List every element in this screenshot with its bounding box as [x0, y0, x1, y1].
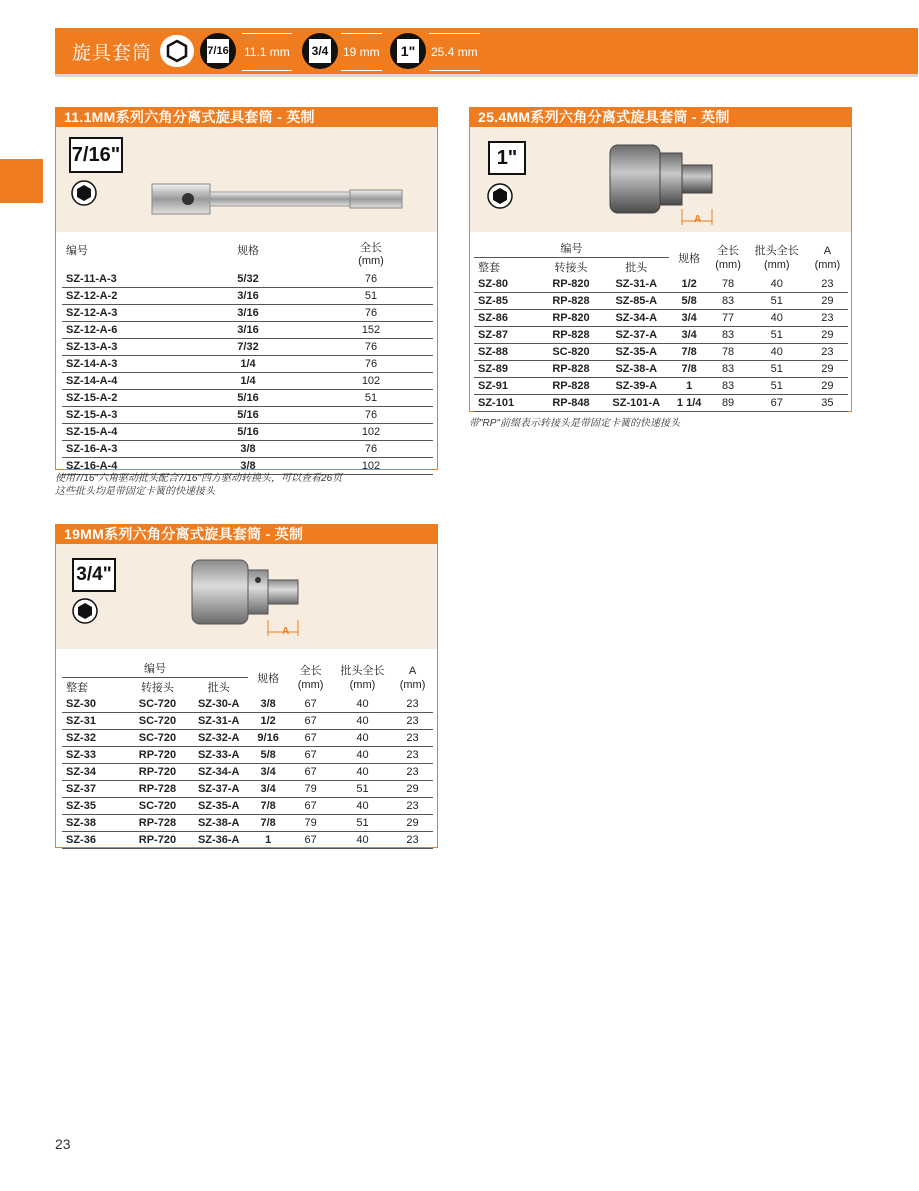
table-cell: 7/8	[669, 361, 709, 378]
table-cell: 1/4	[187, 373, 309, 390]
table-cell: SZ-36-A	[189, 832, 247, 849]
table-cell: 83	[709, 378, 746, 395]
table-cell: 3/4	[669, 327, 709, 344]
col-bit-length: 批头全长 (mm)	[340, 664, 385, 691]
hexagon-icon	[72, 598, 98, 624]
table-cell: 79	[288, 781, 333, 798]
table-cell: 40	[333, 713, 392, 730]
table-cell: 29	[807, 327, 848, 344]
table-row	[62, 713, 433, 730]
table-cell: RP-828	[538, 293, 603, 310]
table-row	[62, 764, 433, 781]
table-cell: SZ-12-A-2	[62, 288, 187, 305]
table-cell: SZ-37-A	[189, 781, 247, 798]
table-cell: 7/8	[248, 798, 288, 815]
col-bit: 批头	[625, 262, 648, 274]
table-cell: SZ-87	[474, 327, 538, 344]
table-cell: 40	[747, 310, 807, 327]
table-row	[62, 271, 433, 288]
hexagon-icon	[71, 180, 97, 206]
table-cell: SC-820	[538, 344, 603, 361]
table-cell: SZ-16-A-4	[62, 458, 187, 475]
table-cell: 3/4	[248, 781, 288, 798]
table-cell: 51	[333, 781, 392, 798]
table-cell: 40	[333, 696, 392, 713]
table-cell: SZ-38	[62, 815, 125, 832]
table-cell: SZ-16-A-3	[62, 441, 187, 458]
table-cell: 5/16	[187, 390, 309, 407]
col-adapter: 转接头	[554, 262, 588, 274]
size-label-box: 1"	[488, 141, 526, 175]
table-cell: 51	[747, 361, 807, 378]
table-cell: 29	[392, 781, 433, 798]
table-row	[62, 322, 433, 339]
dimension-11-1: 11.1 mm	[242, 33, 292, 71]
table-cell: SZ-39-A	[604, 378, 669, 395]
table-cell: RP-728	[125, 815, 189, 832]
table-cell: 40	[333, 747, 392, 764]
table-cell: 67	[288, 696, 333, 713]
table-cell: 51	[333, 815, 392, 832]
footnote-25: 带"RP"前缀表示转接头是带固定卡簧的快速接头	[469, 418, 680, 429]
dimension-a-label: A	[694, 214, 702, 225]
table-cell: 7/8	[669, 344, 709, 361]
col-spec: 规格	[257, 672, 280, 685]
table-row	[62, 288, 433, 305]
table-cell: SZ-89	[474, 361, 538, 378]
table-cell: 9/16	[248, 730, 288, 747]
table-cell: 83	[709, 293, 746, 310]
table-cell: 3/16	[187, 322, 309, 339]
table-cell: SZ-32	[62, 730, 125, 747]
product-image-area	[56, 544, 437, 649]
table-cell: 23	[392, 730, 433, 747]
col-a: A (mm)	[814, 244, 841, 271]
table-cell: 67	[288, 747, 333, 764]
table-cell: RP-728	[125, 781, 189, 798]
table-cell: 29	[807, 378, 848, 395]
table-cell: 23	[392, 696, 433, 713]
table-cell: SC-720	[125, 730, 189, 747]
table-row	[474, 344, 848, 361]
table-row	[62, 441, 433, 458]
table-cell: SZ-32-A	[189, 730, 247, 747]
col-group-code: 编号	[62, 659, 248, 678]
table-cell: 5/32	[187, 271, 309, 288]
hex-bit-extension-image	[146, 172, 406, 222]
table-cell: 29	[807, 361, 848, 378]
table-cell: 3/8	[187, 458, 309, 475]
table-cell: 67	[288, 764, 333, 781]
table-cell: 23	[392, 798, 433, 815]
table-cell: SZ-14-A-3	[62, 356, 187, 373]
table-cell: 102	[309, 373, 433, 390]
impact-socket-image	[600, 139, 730, 229]
table-row	[474, 361, 848, 378]
table-cell: SZ-13-A-3	[62, 339, 187, 356]
panel-title: 11.1MM系列六角分离式旋具套筒 - 英制	[56, 108, 437, 127]
col-spec: 规格	[678, 252, 701, 265]
table-cell: SZ-86	[474, 310, 538, 327]
table-cell: 5/16	[187, 424, 309, 441]
col-a: A (mm)	[399, 664, 426, 691]
table-cell: SZ-37	[62, 781, 125, 798]
table-cell: 5/16	[187, 407, 309, 424]
table-cell: RP-848	[538, 395, 603, 412]
table-cell: 3/8	[187, 441, 309, 458]
table-cell: 23	[392, 832, 433, 849]
product-image-area	[56, 127, 437, 232]
table-row	[62, 815, 433, 832]
table-cell: 3/16	[187, 305, 309, 322]
table-cell: 51	[309, 390, 433, 407]
table-cell: RP-828	[538, 378, 603, 395]
hexagon-icon	[165, 39, 189, 63]
table-cell: SZ-101-A	[604, 395, 669, 412]
table-cell: SZ-37-A	[604, 327, 669, 344]
col-set: 整套	[478, 262, 500, 274]
table-cell: 29	[392, 815, 433, 832]
table-cell: 76	[309, 271, 433, 288]
table-cell: 7/32	[187, 339, 309, 356]
table-cell: RP-720	[125, 832, 189, 849]
table-cell: 152	[309, 322, 433, 339]
table-cell: 67	[288, 798, 333, 815]
table-cell: 76	[309, 305, 433, 322]
table-cell: SZ-91	[474, 378, 538, 395]
table-row	[474, 276, 848, 293]
table-cell: SZ-31-A	[189, 713, 247, 730]
table-cell: 29	[807, 293, 848, 310]
col-adapter: 转接头	[140, 682, 174, 694]
table-cell: RP-820	[538, 276, 603, 293]
table-cell: 77	[709, 310, 746, 327]
table-cell: 1/2	[248, 713, 288, 730]
table-row	[62, 798, 433, 815]
table-row	[62, 832, 433, 849]
table-cell: SZ-33	[62, 747, 125, 764]
table-cell: SZ-35-A	[189, 798, 247, 815]
table-cell: 67	[288, 832, 333, 849]
spec-table-body	[62, 271, 433, 475]
table-cell: SZ-30	[62, 696, 125, 713]
spec-table-body	[474, 276, 848, 412]
table-cell: SC-720	[125, 798, 189, 815]
table-row	[62, 390, 433, 407]
table-cell: SZ-34-A	[604, 310, 669, 327]
table-cell: 40	[333, 730, 392, 747]
table-cell: RP-820	[538, 310, 603, 327]
table-cell: SC-720	[125, 713, 189, 730]
table-cell: 83	[709, 327, 746, 344]
table-row	[62, 305, 433, 322]
table-cell: SZ-15-A-3	[62, 407, 187, 424]
col-bit: 批头	[207, 682, 230, 694]
table-cell: 23	[807, 310, 848, 327]
table-row	[474, 378, 848, 395]
table-cell: 3/4	[669, 310, 709, 327]
table-cell: 67	[288, 713, 333, 730]
table-cell: SZ-88	[474, 344, 538, 361]
table-cell: SZ-30-A	[189, 696, 247, 713]
table-cell: SZ-36	[62, 832, 125, 849]
panel-25-4mm	[469, 107, 852, 412]
table-cell: 78	[709, 276, 746, 293]
size-badge-1: 1"	[390, 33, 426, 69]
spec-table	[474, 239, 848, 412]
table-cell: 40	[333, 764, 392, 781]
table-cell: 51	[309, 288, 433, 305]
table-cell: 40	[333, 832, 392, 849]
table-cell: 76	[309, 407, 433, 424]
table-cell: 40	[333, 798, 392, 815]
table-row	[62, 407, 433, 424]
footnote-11: 使用7/16"六角驱动批头配合7/16"四方驱动转换头，可以查看26页 这些批头均是带固定卡簧的快速接头	[55, 473, 343, 497]
col-set: 整套	[66, 682, 88, 694]
col-length: 全长 (mm)	[358, 242, 384, 267]
table-cell: 67	[747, 395, 807, 412]
table-row	[62, 339, 433, 356]
table-cell: RP-720	[125, 764, 189, 781]
table-cell: 40	[747, 276, 807, 293]
table-row	[474, 395, 848, 412]
table-cell: SZ-15-A-4	[62, 424, 187, 441]
table-cell: 7/8	[248, 815, 288, 832]
table-cell: 5/8	[248, 747, 288, 764]
table-cell: SZ-85	[474, 293, 538, 310]
product-image-area	[470, 127, 851, 232]
table-cell: 89	[709, 395, 746, 412]
table-cell: SZ-11-A-3	[62, 271, 187, 288]
page-number: 23	[55, 1136, 71, 1152]
table-row	[62, 424, 433, 441]
hexagon-icon	[487, 183, 513, 209]
panel-11-1mm	[55, 107, 438, 470]
table-cell: 79	[288, 815, 333, 832]
table-cell: RP-828	[538, 327, 603, 344]
table-cell: SZ-35	[62, 798, 125, 815]
dimension-a-label: A	[282, 626, 290, 637]
table-cell: 40	[747, 344, 807, 361]
table-row	[62, 696, 433, 713]
table-cell: RP-720	[125, 747, 189, 764]
table-cell: SZ-33-A	[189, 747, 247, 764]
table-cell: SZ-34	[62, 764, 125, 781]
table-row	[474, 327, 848, 344]
table-cell: SZ-12-A-6	[62, 322, 187, 339]
table-cell: 51	[747, 293, 807, 310]
table-row	[62, 373, 433, 390]
table-cell: 3/4	[248, 764, 288, 781]
table-cell: 102	[309, 458, 433, 475]
col-code: 编号	[66, 245, 88, 257]
table-cell: SZ-31	[62, 713, 125, 730]
table-cell: 1/2	[669, 276, 709, 293]
dimension-19: 19 mm	[341, 33, 382, 71]
table-cell: 102	[309, 424, 433, 441]
impact-socket-image	[186, 556, 316, 646]
table-cell: SZ-15-A-2	[62, 390, 187, 407]
table-cell: 78	[709, 344, 746, 361]
table-cell: 1/4	[187, 356, 309, 373]
col-length: 全长 (mm)	[297, 664, 324, 691]
col-bit-length: 批头全长 (mm)	[754, 244, 799, 271]
table-cell: 3/8	[248, 696, 288, 713]
table-row	[474, 293, 848, 310]
table-cell: 5/8	[669, 293, 709, 310]
table-cell: SZ-38-A	[189, 815, 247, 832]
table-cell: SZ-85-A	[604, 293, 669, 310]
table-cell: 1 1/4	[669, 395, 709, 412]
table-cell: SZ-14-A-4	[62, 373, 187, 390]
table-cell: 76	[309, 339, 433, 356]
table-cell: SC-720	[125, 696, 189, 713]
table-cell: 67	[288, 730, 333, 747]
col-length: 全长 (mm)	[715, 244, 741, 271]
table-cell: 35	[807, 395, 848, 412]
table-cell: 23	[807, 344, 848, 361]
col-group-code: 编号	[474, 239, 669, 258]
header-shadow	[55, 74, 918, 77]
table-row	[62, 747, 433, 764]
table-cell: SZ-12-A-3	[62, 305, 187, 322]
table-cell: 51	[747, 327, 807, 344]
size-label-box: 7/16"	[69, 137, 123, 173]
table-cell: 51	[747, 378, 807, 395]
size-label-box: 3/4"	[72, 558, 116, 592]
table-cell: SZ-38-A	[604, 361, 669, 378]
spec-table	[62, 239, 433, 475]
table-row	[62, 730, 433, 747]
size-badge-7-16: 7/16	[200, 33, 236, 69]
hex-badge	[160, 35, 194, 67]
table-cell: SZ-34-A	[189, 764, 247, 781]
table-cell: SZ-31-A	[604, 276, 669, 293]
table-cell: 83	[709, 361, 746, 378]
spec-table	[62, 659, 433, 849]
table-row	[474, 310, 848, 327]
dimension-25-4: 25.4 mm	[429, 33, 480, 71]
panel-19mm	[55, 524, 438, 848]
table-row	[62, 781, 433, 798]
table-row	[62, 356, 433, 373]
table-cell: 23	[392, 713, 433, 730]
table-cell: 76	[309, 441, 433, 458]
panel-title: 19MM系列六角分离式旋具套筒 - 英制	[56, 525, 437, 544]
spec-table-body	[62, 696, 433, 849]
table-cell: 3/16	[187, 288, 309, 305]
page-title: 旋具套筒	[72, 43, 153, 64]
table-cell: SZ-80	[474, 276, 538, 293]
panel-title: 25.4MM系列六角分离式旋具套筒 - 英制	[470, 108, 851, 127]
table-cell: 23	[392, 747, 433, 764]
size-badge-3-4: 3/4	[302, 33, 338, 69]
table-cell: 23	[807, 276, 848, 293]
col-spec: 规格	[237, 245, 259, 257]
table-cell: 76	[309, 356, 433, 373]
table-cell: SZ-101	[474, 395, 538, 412]
table-cell: 23	[392, 764, 433, 781]
table-cell: 1	[669, 378, 709, 395]
section-tab	[0, 159, 43, 203]
table-cell: RP-828	[538, 361, 603, 378]
table-cell: 1	[248, 832, 288, 849]
table-cell: SZ-35-A	[604, 344, 669, 361]
